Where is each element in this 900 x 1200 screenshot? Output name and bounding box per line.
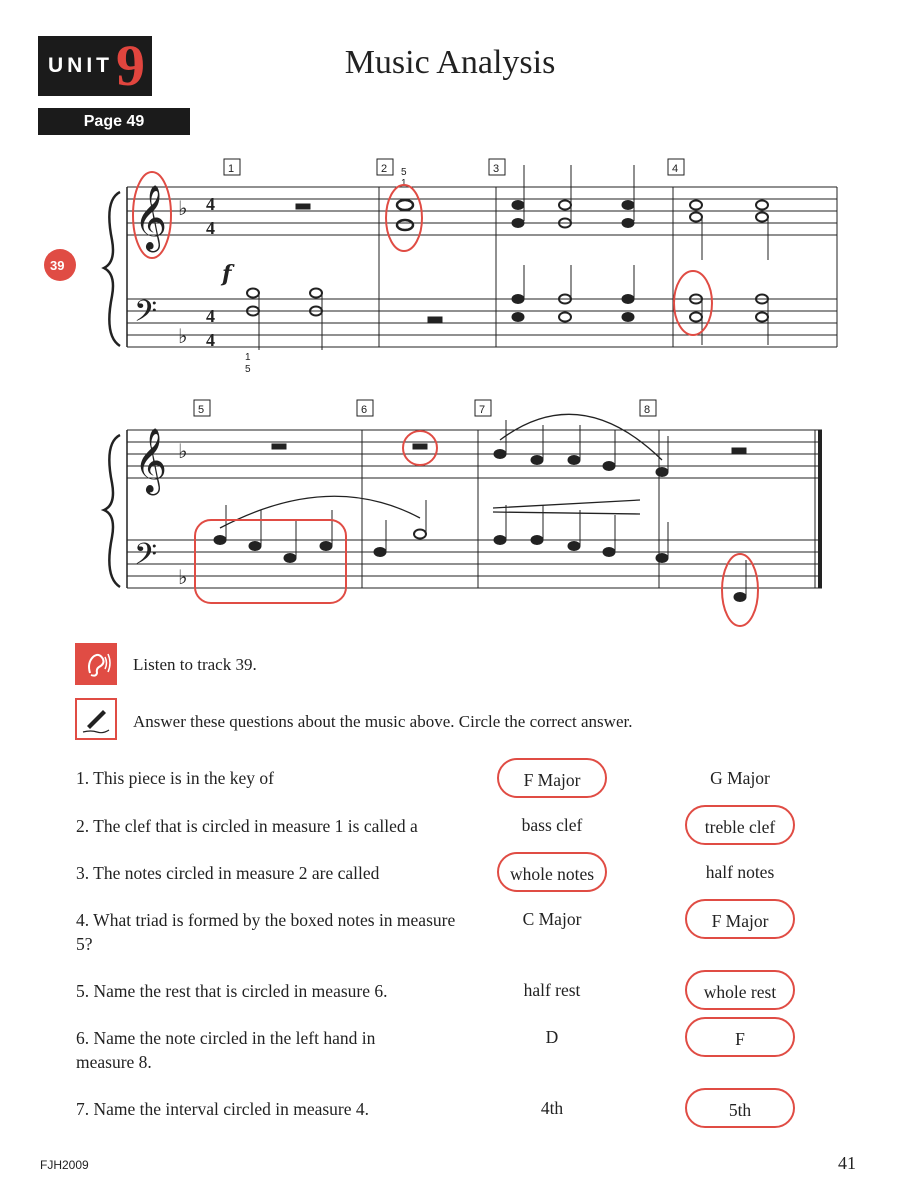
treble-clef-icon: 𝄞 (134, 428, 168, 493)
bass-staff-2 (127, 540, 822, 588)
half-rest-icon (732, 448, 746, 453)
q6-option-f[interactable]: F (685, 1017, 795, 1057)
bass-staff-1 (127, 299, 837, 347)
whole-rest-icon (413, 444, 427, 449)
page-title: Music Analysis (344, 44, 556, 81)
measure-number: 2 (381, 163, 388, 175)
question-5: 5. Name the rest that is circled in measure 6. (76, 981, 388, 1001)
measure-number: 7 (479, 404, 486, 416)
question-2: 2. The clef that is circled in measure 1 is called a (76, 816, 418, 836)
treble-staff-1 (127, 187, 837, 235)
bass-clef-icon: 𝄢 (134, 295, 158, 336)
measure-number: 3 (493, 163, 500, 175)
track-badge (44, 249, 76, 281)
time-signature: 4 (206, 194, 215, 214)
measure-number: 8 (644, 404, 651, 416)
q1-option-f-major[interactable]: F Major (497, 758, 607, 798)
q1-option-g-major[interactable]: G Major (710, 768, 770, 788)
flat-icon: ♭ (178, 324, 188, 348)
q4-option-f-major[interactable]: F Major (685, 899, 795, 939)
q2-option-treble-clef[interactable]: treble clef (685, 805, 795, 845)
question-3: 3. The notes circled in measure 2 are called (76, 863, 380, 883)
publisher-code: FJH2009 (40, 1158, 89, 1172)
q2-option-bass-clef[interactable]: bass clef (521, 815, 583, 835)
circled-whole-notes (386, 185, 422, 251)
question-1: 1. This piece is in the key of (76, 768, 274, 788)
q3-option-whole-notes[interactable]: whole notes (497, 852, 607, 892)
fingering: 1 (245, 352, 251, 363)
flat-icon: ♭ (178, 565, 188, 589)
q5-option-half-rest[interactable]: half rest (523, 980, 581, 1000)
fingering: 5 (245, 364, 251, 375)
page-number: 41 (838, 1153, 856, 1173)
measure-number: 4 (672, 163, 679, 175)
circled-left-hand-note (722, 554, 758, 626)
time-signature: 4 (206, 330, 215, 350)
whole-rest-icon (296, 204, 310, 209)
q3-option-half-notes[interactable]: half notes (705, 862, 775, 882)
fingering: 1 (401, 178, 407, 189)
q7-option-4th[interactable]: 4th (540, 1098, 564, 1118)
question-7: 7. Name the interval circled in measure 4. (76, 1099, 370, 1119)
treble-clef-icon: 𝄞 (134, 185, 168, 250)
half-rest-icon (272, 444, 286, 449)
time-signature: 4 (206, 306, 215, 326)
measure-number: 6 (361, 404, 368, 416)
q6-option-d[interactable]: D (545, 1027, 559, 1047)
time-signature: 4 (206, 218, 215, 238)
measure-number: 5 (198, 404, 205, 416)
forte-dynamic: f (222, 261, 232, 287)
flat-icon: ♭ (178, 439, 188, 463)
fingering: 5 (401, 167, 407, 178)
whole-rest-icon (428, 317, 442, 322)
question-6: 6. Name the note circled in the left hand in measure 8. (76, 1028, 376, 1072)
boxed-triad (195, 520, 346, 603)
listen-icon-box (75, 643, 117, 685)
answer-instruction: Answer these questions about the music above. Circle the correct answer. (133, 712, 633, 731)
pencil-icon (77, 700, 115, 738)
listen-instruction: Listen to track 39. (133, 655, 257, 674)
bass-clef-icon: 𝄢 (134, 538, 158, 579)
treble-staff-2 (127, 430, 822, 478)
page-reference: Page 49 (38, 108, 190, 135)
unit-label: UNIT (48, 54, 113, 77)
track-number: 39 (50, 258, 65, 273)
measure-number: 1 (228, 163, 235, 175)
unit-number: 9 (116, 33, 145, 98)
q4-option-c-major[interactable]: C Major (522, 909, 582, 929)
question-4: 4. What triad is formed by the boxed notes in measure 5? (76, 910, 456, 954)
q7-option-5th[interactable]: 5th (685, 1088, 795, 1128)
write-icon-box (75, 698, 117, 740)
ear-icon (77, 645, 115, 683)
q5-option-whole-rest[interactable]: whole rest (685, 970, 795, 1010)
flat-icon: ♭ (178, 196, 188, 220)
